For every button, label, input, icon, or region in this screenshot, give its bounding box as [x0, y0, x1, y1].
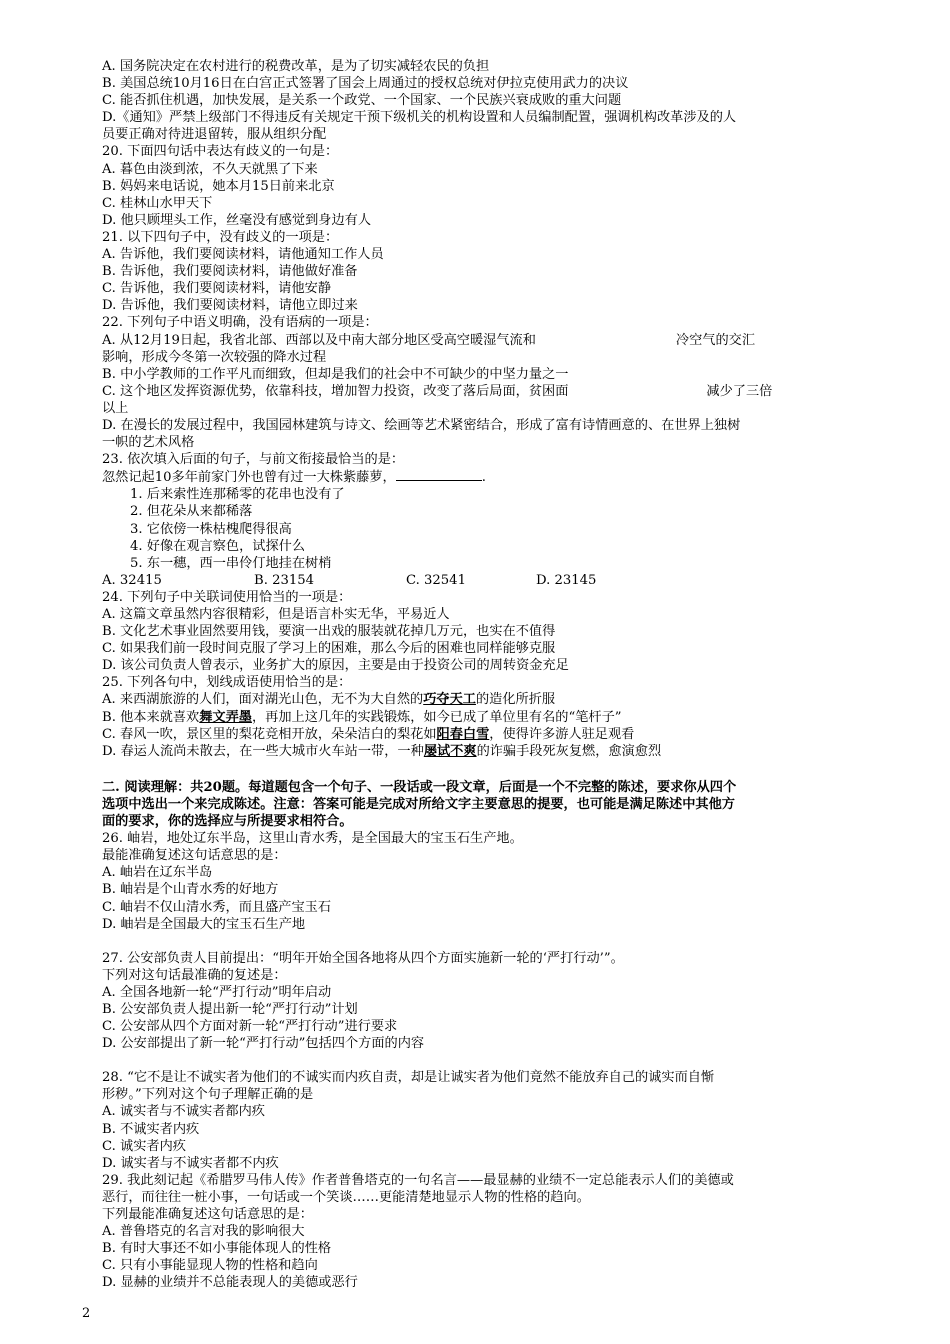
q28-option-c: C. 诚实者内疚	[102, 1138, 186, 1154]
q28-option-a: A. 诚实者与不诚实者都内疚	[102, 1104, 265, 1120]
q26-option-d: D. 岫岩是全国最大的宝玉石生产地	[102, 916, 306, 932]
q29-stem-line1: 29. 我此刻记起《希腊罗马伟人传》作者普鲁塔克的一句名言——最显赫的业绩不一定总能表示人们的美德或	[102, 1172, 734, 1188]
q25-a-idiom: 巧夺天工	[423, 692, 476, 708]
q22-option-b: B. 中小学教师的工作平凡而细致，但却是我们的社会中不可缺少的中坚力量之一	[102, 366, 569, 382]
q22-option-a-line1	[102, 332, 892, 349]
q23-option-a: A. 32415	[102, 572, 162, 588]
q22-a-right: 冷空气的交汇	[675, 332, 756, 348]
q23-item-5: 5. 东一穗，西一串伶仃地挂在树梢	[130, 555, 332, 571]
q23-item-4: 4. 好像在观言察色，试探什么	[130, 538, 306, 554]
q21-option-c: C. 告诉他，我们要阅读材料，请他安静	[102, 281, 332, 297]
q23-context-end: .	[481, 470, 486, 486]
q29-option-c: C. 只有小事能显现人物的性格和趋向	[102, 1258, 318, 1274]
q23-stem: 23. 依次填入后面的句子，与前文衔接最恰当的是：	[102, 452, 405, 468]
q25-d-text: D. 春运人流尚未散去，在一些大城市火车站一带，一种	[102, 743, 424, 759]
q25-option-d	[102, 743, 892, 760]
q20-option-d: D. 他只顾埋头工作，丝毫没有感觉到身边有人	[102, 212, 372, 228]
q28-stem-line2: 形秽。”下列对这个句子理解正确的是	[102, 1087, 314, 1103]
q22-option-d-line2: 一帜的艺术风格	[102, 435, 195, 451]
q25-b-text-end: ，再加上这几年的实践锻炼，如今已成了单位里有名的“笔杆子”	[251, 709, 622, 725]
q26-stem: 26. 岫岩，地处辽东半岛，这里山青水秀，是全国最大的宝玉石生产地。	[102, 831, 523, 847]
q27-option-c: C. 公安部从四个方面对新一轮“严打行动”进行要求	[102, 1019, 398, 1035]
q26-option-a: A. 岫岩在辽东半岛	[102, 865, 213, 881]
fill-blank	[396, 468, 482, 481]
q27-option-d: D. 公安部提出了新一轮“严打行动”包括四个方面的内容	[102, 1036, 425, 1052]
q26-option-c: C. 岫岩不仅山清水秀，而且盛产宝玉石	[102, 899, 332, 915]
q22-option-c-line2: 以上	[102, 400, 129, 416]
q22-option-a-line2: 影响，形成今冬第一次较强的降水过程	[102, 349, 327, 365]
q20-option-b: B. 妈妈来电话说，她本月15日前来北京	[102, 178, 335, 194]
q27-option-a: A. 全国各地新一轮“严打行动”明年启动	[102, 984, 332, 1000]
q23-item-2: 2. 但花朵从来都稀落	[130, 504, 253, 520]
q22-option-d-line1: D. 在漫长的发展过程中，我国园林建筑与诗文、绘画等艺术紧密结合，形成了富有诗情画意的、在世界上独树	[102, 417, 741, 433]
q25-a-text-end: 的造化所折服	[475, 692, 556, 708]
q22-option-c-line1	[102, 383, 892, 400]
q25-option-c	[102, 726, 892, 743]
q25-option-b	[102, 709, 892, 726]
page-number: 2	[82, 1306, 91, 1321]
q26-ask: 最能准确复述这句话意思的是：	[102, 848, 287, 864]
q28-stem-line1: 28. “它不是让不诚实者为他们的不诚实而内疚自责，却是让诚实者为他们竟然不能放弃自己的诚实而自惭	[102, 1070, 715, 1086]
q28-option-b: B. 不诚实者内疚	[102, 1121, 200, 1137]
q25-b-text: B. 他本来就喜欢	[102, 709, 200, 725]
q21-option-a: A. 告诉他，我们要阅读材料，请他通知工作人员	[102, 247, 384, 263]
document-page	[102, 58, 892, 1291]
q19-option-b: B. 美国总统10月16日在白宫正式签署了国会上周通过的授权总统对伊拉克使用武力的决议	[102, 76, 629, 92]
q27-ask: 下列对这句话最准确的复述是：	[102, 967, 287, 983]
section2-heading-line3: 面的要求，你的选择应与所提要求相符合。	[102, 814, 353, 830]
q21-option-b: B. 告诉他，我们要阅读材料，请他做好准备	[102, 264, 358, 280]
q23-options	[102, 572, 892, 589]
q25-d-idiom: 屡试不爽	[423, 743, 477, 759]
q25-option-a	[102, 691, 892, 708]
q23-option-c: C. 32541	[406, 572, 466, 588]
q25-c-idiom: 阳春白雪	[436, 726, 490, 742]
q22-c-left: C. 这个地区发挥资源优势，依靠科技，增加智力投资，改变了落后局面，贫困面	[102, 383, 569, 399]
q22-stem: 22. 下列句子中语义明确，没有语病的一项是：	[102, 315, 378, 331]
q27-option-b: B. 公安部负责人提出新一轮“严打行动”计划	[102, 1001, 358, 1017]
section2-heading-line2: 选项中选出一个来完成陈述。注意：答案可能是完成对所给文字主要意思的提要，也可能是满足陈述中其他方	[102, 796, 735, 812]
q28-option-d: D. 诚实者与不诚实者都不内疚	[102, 1155, 279, 1171]
q21-option-d: D. 告诉他，我们要阅读材料，请他立即过来	[102, 298, 358, 314]
q20-option-c: C. 桂林山水甲天下	[102, 195, 213, 211]
q25-c-text-end: ，使得许多游人驻足观看	[489, 726, 635, 742]
q26-option-b: B. 岫岩是个山青水秀的好地方	[102, 882, 279, 898]
q24-stem: 24. 下列句子中关联词使用恰当的一项是：	[102, 589, 352, 605]
q19-option-a: A. 国务院决定在农村进行的税费改革，是为了切实减轻农民的负担	[102, 59, 490, 74]
q19-option-c: C. 能否抓住机遇，加快发展，是关系一个政党、一个国家、一个民族兴衰成败的重大问题	[102, 93, 622, 109]
q23-context	[102, 468, 892, 486]
q24-option-b: B. 文化艺术事业固然要用钱，要演一出戏的服装就花掉几万元，也实在不值得	[102, 624, 556, 640]
spacer	[102, 1052, 892, 1069]
q25-b-idiom: 舞文弄墨	[199, 709, 252, 725]
section2-heading-line1: 二. 阅读理解：共20题。每道题包含一个句子、一段话或一段文章，后面是一个不完整的陈述，要求你从四个	[102, 779, 737, 795]
q29-stem-line2: 恶行，而往往一桩小事，一句话或一个笑谈……更能清楚地显示人物的性格的趋向。	[102, 1189, 590, 1205]
q22-c-right: 减少了三倍	[706, 383, 773, 399]
q23-option-b: B. 23154	[254, 572, 315, 588]
q24-option-d: D. 该公司负责人曾表示，业务扩大的原因，主要是由于投资公司的周转资金充足	[102, 658, 569, 674]
q20-option-a: A. 暮色由淡到浓，不久天就黑了下来	[102, 161, 318, 177]
q19-option-d-line1: D.《通知》严禁上级部门不得违反有关规定干预下级机关的机构设置和人员编制配置，强调机构改革涉及的人	[102, 110, 737, 126]
spacer	[102, 933, 892, 950]
q25-a-text: A. 来西湖旅游的人们，面对湖光山色，无不为大自然的	[102, 692, 424, 708]
q23-item-3: 3. 它依傍一株枯槐爬得很高	[130, 521, 292, 537]
q20-stem: 20. 下面四句话中表达有歧义的一句是：	[102, 144, 339, 160]
q25-stem: 25. 下列各句中，划线成语使用恰当的是：	[102, 675, 352, 691]
q19-option-d-line2: 员要正确对待进退留转，服从组织分配	[102, 127, 327, 143]
q22-a-left: A. 从12月19日起，我省北部、西部以及中南大部分地区受高空暖湿气流和	[102, 332, 536, 348]
q25-d-text-end: 的诈骗手段死灰复燃，愈演愈烈	[476, 743, 662, 759]
spacer	[102, 760, 892, 779]
q23-option-d: D. 23145	[536, 572, 597, 588]
q29-option-d: D. 显赫的业绩并不总能表现人的美德或恶行	[102, 1275, 358, 1291]
q25-c-text: C. 春风一吹，景区里的梨花竞相开放，朵朵洁白的梨花如	[102, 726, 437, 742]
q24-option-c: C. 如果我们前一段时间克服了学习上的困难，那么今后的困难也同样能够克服	[102, 641, 556, 657]
q23-item-1: 1. 后来索性连那稀零的花串也没有了	[130, 487, 345, 503]
q27-stem: 27. 公安部负责人目前提出：“明年开始全国各地将从四个方面实施新一轮的‘严打行动’”。	[102, 950, 624, 966]
q29-ask: 下列最能准确复述这句话意思的是：	[102, 1207, 313, 1222]
q21-stem: 21. 以下四句子中，没有歧义的一项是：	[102, 229, 339, 245]
q29-option-a: A. 普鲁塔克的名言对我的影响很大	[102, 1224, 305, 1240]
q24-option-a: A. 这篇文章虽然内容很精彩，但是语言朴实无华，平易近人	[102, 607, 450, 622]
q23-context-text: 忽然记起10多年前家门外也曾有过一大株紫藤萝，	[102, 470, 396, 486]
q29-option-b: B. 有时大事还不如小事能体现人的性格	[102, 1241, 332, 1257]
